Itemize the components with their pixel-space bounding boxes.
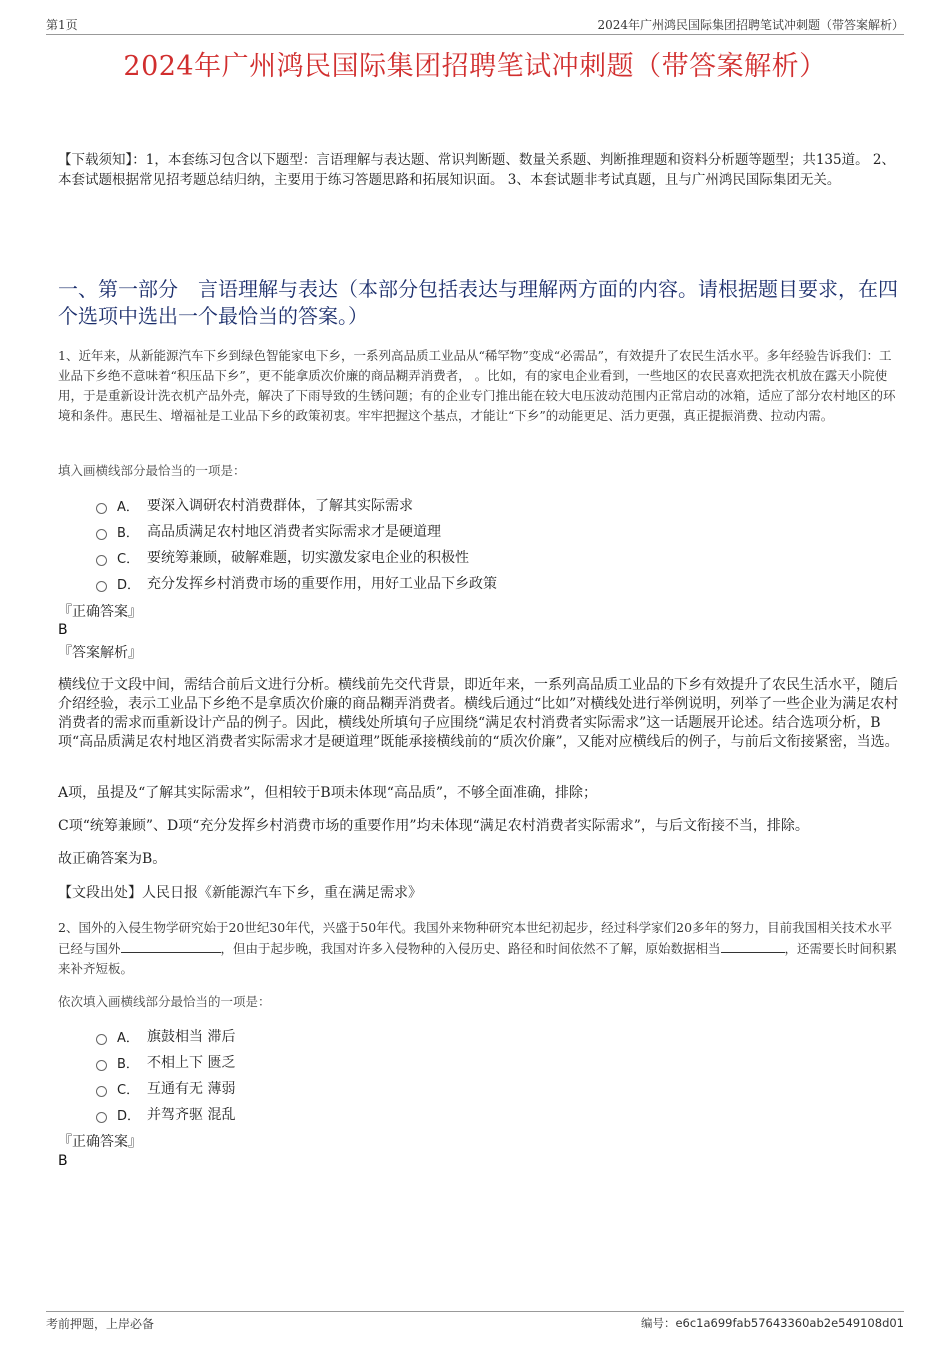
analysis-paragraph: 故正确答案为B。 xyxy=(58,851,167,867)
analysis-paragraph: A项，虽提及“了解其实际需求”，但相较于B项未体现“高品质”，不够全面准确，排除； xyxy=(58,785,598,801)
question-1-prompt: 填入画横线部分最恰当的一项是： xyxy=(58,463,246,478)
page-number: 第1页 xyxy=(46,18,78,32)
radio-icon[interactable] xyxy=(96,581,107,592)
question-1-source: 【文段出处】人民日报《新能源汽车下乡，重在满足需求》 xyxy=(58,885,422,901)
question-1-analysis xyxy=(58,676,904,752)
radio-icon[interactable] xyxy=(96,503,107,514)
analysis-paragraph: 横线位于文段中间，需结合前后文进行分析。横线前先交代背景，即近年来，一系列高品质工业品的下乡有效提升了农民生活水平，随后介绍经验，表示工业品下乡绝不是拿质次价廉的商品糊弄消费者。横线后通过“比如”对横线处进行举例说明，列举了一些企业为满足农村消费者的需求而重新设计产品的例子。因此，横线处所填句子应围绕“满足农村消费者实际需求”这一话题展开论述。结合选项分析，B项“高品质满足农村地区消费者实际需求才是硬道理”既能承接横线前的“质次价廉”，又能对应横线后的例子，与前后文衔接紧密，当选。 xyxy=(58,677,899,750)
document-title: 2024年广州鸿民国际集团招聘笔试冲刺题（带答案解析） xyxy=(123,51,827,82)
radio-icon[interactable] xyxy=(96,1034,107,1045)
fill-blank-1 xyxy=(121,938,221,953)
question-2-option-c[interactable]: C． 互通有无 薄弱 xyxy=(96,1075,890,1101)
question-2-answer-label: 『正确答案』 xyxy=(58,1134,142,1150)
fill-blank-2 xyxy=(721,938,785,953)
footer-code: 编号：e6c1a699fab57643360ab2e549108d01 xyxy=(640,1316,904,1330)
download-notice: 【下载须知】：1，本套练习包含以下题型：言语理解与表达题、常识判断题、数量关系题、判断推理题和资料分析题等题型；共135道。 2、本套试题根据常见招考题总结归纳，主要用于练习答题思路和拓展知识面。 3、本套试题非考试真题，且与广州鸿民国际集团无关。 xyxy=(58,152,895,188)
page-header xyxy=(46,14,904,35)
radio-icon[interactable] xyxy=(96,529,107,540)
question-1-options xyxy=(96,492,890,596)
question-2-option-b[interactable]: B． 不相上下 匮乏 xyxy=(96,1049,890,1075)
header-doc-name: 2024年广州鸿民国际集团招聘笔试冲刺题（带答案解析） xyxy=(597,18,904,32)
question-1-answer: B xyxy=(58,622,68,638)
page-footer xyxy=(46,1311,904,1332)
analysis-paragraph: C项“统筹兼顾”、D项“充分发挥乡村消费市场的重要作用”均未体现“满足农村消费者实际需求”，与后文衔接不当，排除。 xyxy=(58,818,809,834)
question-1-option-d[interactable]: D． 充分发挥乡村消费市场的重要作用，用好工业品下乡政策 xyxy=(96,570,890,596)
question-1-analysis-cd xyxy=(58,817,904,836)
radio-icon[interactable] xyxy=(96,555,107,566)
question-2-options xyxy=(96,1023,890,1127)
question-2-text: 2、国外的入侵生物学研究始于20世纪30年代，兴盛于50年代。我国外来物种研究本世纪初起步，经过科学家们20多年的努力，目前我国相关技术水平已经与国外 ，但由于起步晚，我国对许多入侵物种的入侵历史、路径和时间依然不了解，原始数据相当 ，还需要长时间积累来补齐短板。 xyxy=(58,920,898,976)
question-2-answer: B xyxy=(58,1153,68,1169)
question-1-option-a[interactable]: A． 要深入调研农村消费群体，了解其实际需求 xyxy=(96,492,890,518)
radio-icon[interactable] xyxy=(96,1086,107,1097)
question-1-analysis-conclusion xyxy=(58,850,904,869)
question-1-answer-label: 『正确答案』 xyxy=(58,604,142,620)
question-2-option-a[interactable]: A． 旗鼓相当 滞后 xyxy=(96,1023,890,1049)
question-1-analysis-label: 『答案解析』 xyxy=(58,645,142,661)
section-title: 一、第一部分 言语理解与表达（本部分包括表达与理解两方面的内容。请根据题目要求，在四个选项中选出一个最恰当的答案。） xyxy=(58,277,898,328)
question-2-option-d[interactable]: D． 并驾齐驱 混乱 xyxy=(96,1101,890,1127)
radio-icon[interactable] xyxy=(96,1060,107,1071)
footer-slogan: 考前押题，上岸必备 xyxy=(46,1317,155,1331)
question-1-option-c[interactable]: C． 要统筹兼顾，破解难题，切实激发家电企业的积极性 xyxy=(96,544,890,570)
radio-icon[interactable] xyxy=(96,1112,107,1123)
question-1-option-b[interactable]: B． 高品质满足农村地区消费者实际需求才是硬道理 xyxy=(96,518,890,544)
question-1-analysis-a xyxy=(58,784,904,803)
question-1-text: 1、近年来，从新能源汽车下乡到绿色智能家电下乡，一系列高品质工业品从“稀罕物”变成“必需品”，有效提升了农民生活水平。多年经验告诉我们：工业品下乡绝不意味着“积压品下乡”，更不能拿质次价廉的商品糊弄消费者， 。比如，有的家电企业看到，一些地区的农民喜欢把洗衣机放在露天小院使用，于是重新设计洗衣机产品外壳，解决了下雨导致的生锈问题；有的企业专门推出能在较大电压波动范围内正常启动的冰箱，适应了部分农村地区的环境和条件。惠民生、增福祉是工业品下乡的政策初衷。牢牢把握这个基点，才能让“下乡”的动能更足、活力更强，真正提振消费、拉动内需。 xyxy=(58,348,896,423)
question-2-prompt: 依次填入画横线部分最恰当的一项是： xyxy=(58,994,271,1009)
